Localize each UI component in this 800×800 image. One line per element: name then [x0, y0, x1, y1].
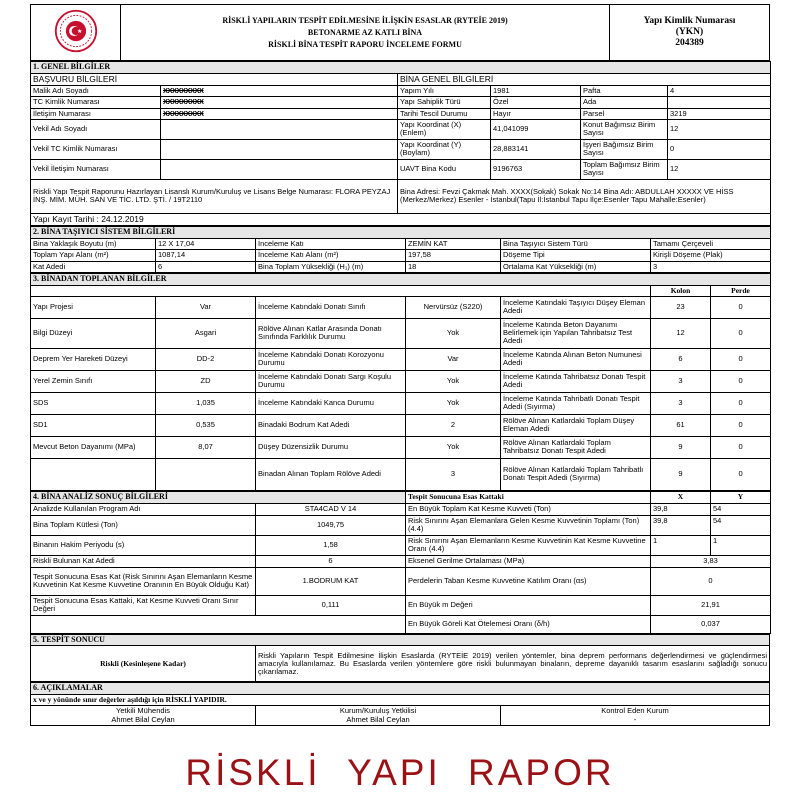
collected-info-row	[31, 436, 771, 458]
section-structure	[30, 226, 771, 273]
uavt-value: 9196763	[491, 159, 581, 179]
ykn-label: Yapı Kimlik Numarası	[643, 16, 736, 27]
ownership-label: Yapı Sahiplik Türü	[398, 97, 491, 108]
ada-value	[668, 97, 771, 108]
element-label: İnceleme Katında Tahribatlı Donatı Tespit Adedi (Sıyırma)	[501, 392, 651, 414]
risky-building-banner	[0, 752, 800, 794]
s2-r3-c3: Bina Toplam Yüksekliği (H₁) (m)	[256, 261, 406, 272]
section-collected-info	[30, 273, 771, 491]
info-label: Yapı Projesi	[31, 296, 156, 318]
analysis-row	[31, 515, 771, 535]
floor-metric-value: 0	[651, 567, 771, 595]
registration-date: Yapı Kayıt Tarihi : 24.12.2019	[31, 213, 771, 225]
floor-metric-label: Eksenel Gerilme Ortalaması (MPa)	[406, 555, 651, 567]
element-label: İnceleme Katındaki Taşıyıcı Düşey Eleman Adedi	[501, 296, 651, 318]
ykn-box	[610, 5, 770, 61]
perde-value: 0	[711, 392, 771, 414]
analysis-y-header: Y	[711, 491, 771, 503]
banner-text: RİSKLİ YAPI RAPOR	[185, 752, 615, 793]
year-label: Yapım Yılı	[398, 86, 491, 97]
floor-value: Yok	[406, 436, 501, 458]
s2-r3-c2: 6	[156, 261, 256, 272]
floor-metric-label: Perdelerin Taban Kesme Kuvvetine Katılım Oranı (αs)	[406, 567, 651, 595]
info-label: SDS	[31, 392, 156, 414]
kolon-value: 6	[651, 348, 711, 370]
floor-label: İnceleme Katındaki Kanca Durumu	[256, 392, 406, 414]
signature-control	[501, 706, 770, 726]
floor-label: İnceleme Katındaki Donatı Korozyonu Durumu	[256, 348, 406, 370]
perde-value: 0	[711, 458, 771, 490]
tc-label: TC Kimlik Numarası	[31, 97, 161, 108]
kolon-value: 9	[651, 436, 711, 458]
floor-value: 2	[406, 414, 501, 436]
collected-info-rows	[31, 296, 771, 490]
analysis-label: Tespit Sonucuna Esas Kattaki, Kat Kesme Kuvveti Oranı Sınır Değeri	[31, 595, 256, 615]
signature-control-role: Kontrol Eden Kurum	[601, 706, 669, 716]
residential-units-label: Konut Bağımsız Birim Sayısı	[581, 119, 668, 139]
kolon-value: 23	[651, 296, 711, 318]
signature-engineer-role: Yetkili Mühendis	[116, 706, 170, 716]
s2-r2-c3: İnceleme Katı Alanı (m²)	[256, 250, 406, 261]
ministry-logo-icon	[53, 8, 99, 54]
ykn-value: 204389	[675, 37, 704, 48]
collected-info-row	[31, 318, 771, 348]
analysis-floor-header: Tespit Sonucuna Esas Kattaki	[406, 491, 651, 503]
parsel-label: Parsel	[581, 108, 668, 119]
info-value: Asgari	[156, 318, 256, 348]
info-label: Bilgi Düzeyi	[31, 318, 156, 348]
analysis-x-header: X	[651, 491, 711, 503]
title-line-3: RİSKLİ BİNA TESPİT RAPORU İNCELEME FORMU	[268, 39, 462, 49]
owner-value: XXXXXXXXX	[161, 86, 398, 97]
floor-value: Nervürsüz (S220)	[406, 296, 501, 318]
info-value: 0,535	[156, 414, 256, 436]
registration-value: Hayır	[491, 108, 581, 119]
title-line-1: RİSKLİ YAPILARIN TESPİT EDİLMESİNE İLİŞKİN ESASLAR (RYTEİE 2019)	[222, 15, 508, 25]
signature-engineer	[31, 706, 256, 726]
form-header	[30, 4, 770, 61]
kolon-value: 12	[651, 318, 711, 348]
section-1-title: 1. GENEL BİLGİLER	[31, 62, 771, 74]
total-units-label: Toplam Bağımsız Birim Sayısı	[581, 159, 668, 179]
floor-metric-label: En Büyük m Değeri	[406, 595, 651, 615]
element-label: İnceleme Katında Beton Dayanımı Belirlemek için Yapılan Tahribatsız Test Adedi	[501, 318, 651, 348]
element-label: Rölöve Alınan Katlardaki Toplam Tahribatsız Donatı Tespit Adedi	[501, 436, 651, 458]
s2-r2-c1: Toplam Yapı Alanı (m²)	[31, 250, 156, 261]
floor-label: Düşey Düzensizlik Durumu	[256, 436, 406, 458]
analysis-label: Binanın Hakim Periyodu (s)	[31, 535, 256, 555]
analysis-value: 6	[256, 555, 406, 567]
total-units-value: 12	[668, 159, 771, 179]
s2-r1-c4: ZEMİN KAT	[406, 239, 501, 250]
analysis-value: STA4CAD V 14	[256, 503, 406, 515]
analysis-row	[31, 595, 771, 615]
floor-label: İnceleme Katındaki Donatı Sınıfı	[256, 296, 406, 318]
perde-value: 0	[711, 296, 771, 318]
s2-r1-c6: Tamamı Çerçeveli	[651, 239, 771, 250]
s2-r2-c5: Döşeme Tipi	[501, 250, 651, 261]
analysis-value: 1.BODRUM KAT	[256, 567, 406, 595]
section-2-title: 2. BİNA TAŞIYICI SİSTEM BİLGİLERİ	[31, 227, 771, 239]
perde-value: 0	[711, 414, 771, 436]
business-units-label: İşyeri Bağımsız Birim Sayısı	[581, 139, 668, 159]
element-label: Rölöve Alınan Katlardaki Toplam Düşey Eleman Adedi	[501, 414, 651, 436]
floor-metric-value: 3,83	[651, 555, 771, 567]
floor-label: İnceleme Katındaki Donatı Sargı Koşulu Durumu	[256, 370, 406, 392]
floor-metric-y: 54	[711, 503, 771, 515]
analysis-value: 1049,75	[256, 515, 406, 535]
kolon-value: 9	[651, 458, 711, 490]
floor-metric-x: 39,8	[651, 515, 711, 535]
proxy-phone-value	[161, 159, 398, 179]
proxy-name-label: Vekil Adı Soyadı	[31, 119, 161, 139]
floor-label: Rölöve Alınan Katlar Arasında Donatı Sınıfında Farklılık Durumu	[256, 318, 406, 348]
analysis-label: Analizde Kullanılan Program Adı	[31, 503, 256, 515]
element-label: Rölöve Alınan Katlardaki Toplam Tahribatlı Donatı Tespit Adedi (Sıyırma)	[501, 458, 651, 490]
ownership-value: Özel	[491, 97, 581, 108]
section-4-title: 4. BİNA ANALİZ SONUÇ BİLGİLERİ	[31, 491, 406, 503]
registration-label: Tarihi Tescil Durumu	[398, 108, 491, 119]
result-status: Riskli (Kesinleşene Kadar)	[31, 646, 256, 682]
floor-label: Binadan Alınan Toplam Rölöve Adedi	[256, 458, 406, 490]
analysis-label: Bina Toplam Kütlesi (Ton)	[31, 515, 256, 535]
column-header-perde: Perde	[711, 285, 771, 296]
section-notes	[30, 682, 770, 726]
floor-metric-label: Risk Sınırını Aşan Elemanlara Gelen Kesme Kuvvetinin Toplamı (Ton) (4.4)	[406, 515, 651, 535]
notes-text: x ve y yönünde sınır değerler aşıldığı için RİSKLİ YAPIDIR.	[31, 695, 770, 706]
ada-label: Ada	[581, 97, 668, 108]
coord-x-label: Yapı Koordinat (X) (Enlem)	[398, 119, 491, 139]
analysis-row	[31, 567, 771, 595]
s2-r3-c5: Ortalama Kat Yüksekliği (m)	[501, 261, 651, 272]
report-form	[30, 4, 770, 734]
info-value: DD-2	[156, 348, 256, 370]
phone-label: İletişim Numarası	[31, 108, 161, 119]
analysis-blank	[31, 615, 406, 633]
floor-metric-label: En Büyük Göreli Kat Ötelemesi Oranı (δ/h)	[406, 615, 651, 633]
collected-info-row	[31, 392, 771, 414]
coord-y-label: Yapı Koordinat (Y) (Boylam)	[398, 139, 491, 159]
analysis-rows	[31, 503, 771, 633]
section-3-title: 3. BİNADAN TOPLANAN BİLGİLER	[31, 273, 771, 285]
pafta-label: Pafta	[581, 86, 668, 97]
residential-units-value: 12	[668, 119, 771, 139]
s2-r1-c1: Bina Yaklaşık Boyutu (m)	[31, 239, 156, 250]
s2-r3-c6: 3	[651, 261, 771, 272]
info-value: 1,035	[156, 392, 256, 414]
collected-info-row	[31, 370, 771, 392]
tc-value: XXXXXXXXX	[161, 97, 398, 108]
info-label: Deprem Yer Hareketi Düzeyi	[31, 348, 156, 370]
perde-value: 0	[711, 370, 771, 392]
signature-control-name: -	[633, 714, 637, 724]
proxy-tc-value	[161, 139, 398, 159]
collected-info-row	[31, 458, 771, 490]
floor-value: Yok	[406, 370, 501, 392]
section-result	[30, 634, 770, 683]
floor-metric-value: 21,91	[651, 595, 771, 615]
signature-engineer-name: Ahmet Bilal Ceylan	[111, 714, 175, 724]
floor-metric-label: Risk Sınırını Aşan Elemanların Kesme Kuvvetinin Kat Kesme Kuvvetine Oranı (4.4)	[406, 535, 651, 555]
floor-metric-y: 1	[711, 535, 771, 555]
phone-value: XXXXXXXXX	[161, 108, 398, 119]
info-value: 8,07	[156, 436, 256, 458]
title-line-2: BETONARME AZ KATLI BİNA	[307, 27, 423, 37]
info-label: Mevcut Beton Dayanımı (MPa)	[31, 436, 156, 458]
pafta-value: 4	[668, 86, 771, 97]
floor-metric-y: 54	[711, 515, 771, 535]
s2-r1-c3: İnceleme Katı	[256, 239, 406, 250]
info-label	[31, 458, 156, 490]
kolon-value: 3	[651, 370, 711, 392]
info-label: SD1	[31, 414, 156, 436]
year-value: 1981	[491, 86, 581, 97]
ministry-logo-cell	[31, 5, 121, 61]
s2-r1-c2: 12 X 17,04	[156, 239, 256, 250]
analysis-row	[31, 503, 771, 515]
collected-info-row	[31, 348, 771, 370]
s2-r3-c1: Kat Adedi	[31, 261, 156, 272]
signature-institution-name: Ahmet Bilal Ceylan	[346, 714, 410, 724]
info-value	[156, 458, 256, 490]
analysis-row	[31, 615, 771, 633]
uavt-label: UAVT Bina Kodu	[398, 159, 491, 179]
proxy-tc-label: Vekil TC Kimlik Numarası	[31, 139, 161, 159]
coord-x-value: 41,041099	[491, 119, 581, 139]
floor-value: Var	[406, 348, 501, 370]
section-general	[30, 61, 771, 226]
s2-r1-c5: Bina Taşıyıcı Sistem Türü	[501, 239, 651, 250]
analysis-row	[31, 555, 771, 567]
kolon-value: 61	[651, 414, 711, 436]
section-5-title: 5. TESPİT SONUCU	[31, 634, 770, 646]
perde-value: 0	[711, 348, 771, 370]
analysis-row	[31, 535, 771, 555]
analysis-value: 1,58	[256, 535, 406, 555]
result-disclaimer: Riskli Yapıların Tespit Edilmesine İlişkin Esaslarda (RYTEİE 2019) verilen yöntemler, bina deprem performans değerlendirmesi ve güçlendirmesi amacıyla kullanılamaz. Bu Esaslarda verilen yöntemlere göre riskli bulunmayan binaların, depreme dayanıklı tasarım esaslarını sağladığı sonucu çıkarılamaz.	[256, 646, 770, 682]
building-info-heading: BİNA GENEL BİLGİLERİ	[398, 73, 771, 85]
floor-metric-value: 0,037	[651, 615, 771, 633]
signature-institution	[256, 706, 501, 726]
floor-metric-x: 39,8	[651, 503, 711, 515]
floor-value: 3	[406, 458, 501, 490]
proxy-name-value	[161, 119, 398, 139]
owner-label: Malik Adı Soyadı	[31, 86, 161, 97]
info-value: ZD	[156, 370, 256, 392]
licensed-firm: Riskli Yapı Tespit Raporunu Hazırlayan Lisanslı Kurum/Kuruluş ve Lisans Belge Numarası: FLORA PEYZAJ İNŞ. MİM. MÜH. SAN VE TİC. LTD. ŞTİ. / 19T2110	[31, 179, 398, 213]
column-header-kolon: Kolon	[651, 285, 711, 296]
element-label: İnceleme Katında Alınan Beton Numunesi Adedi	[501, 348, 651, 370]
floor-label: Binadaki Bodrum Kat Adedi	[256, 414, 406, 436]
floor-metric-label: En Büyük Toplam Kat Kesme Kuvveti (Ton)	[406, 503, 651, 515]
perde-value: 0	[711, 436, 771, 458]
perde-value: 0	[711, 318, 771, 348]
floor-value: Yok	[406, 318, 501, 348]
proxy-phone-label: Vekil İletişim Numarası	[31, 159, 161, 179]
s2-r2-c6: Kirişli Döşeme (Plak)	[651, 250, 771, 261]
floor-value: Yok	[406, 392, 501, 414]
analysis-label: Riskli Bulunan Kat Adedi	[31, 555, 256, 567]
s2-r3-c4: 18	[406, 261, 501, 272]
building-address: Bina Adresi: Fevzi Çakmak Mah. XXXX(Sokak) Sokak No:14 Bina Adı: ABDULLAH XXXXX VE HİSS (Merkez/Merkez) Esenler - İstanbul(Tapu İl:İstanbul Tapu İlçe:Esenler Tapu Mahalle:Esenler)	[398, 179, 771, 213]
info-label: Yerel Zemin Sınıfı	[31, 370, 156, 392]
coord-y-value: 28,883141	[491, 139, 581, 159]
analysis-value: 0,111	[256, 595, 406, 615]
kolon-value: 3	[651, 392, 711, 414]
analysis-label: Tespit Sonucuna Esas Kat (Risk Sınırını Aşan Elemanların Kesme Kuvvetinin Kat Kesme Kuvvetine Oranının En Büyük Olduğu Kat)	[31, 567, 256, 595]
section-analysis	[30, 491, 771, 634]
application-info-heading: BAŞVURU BİLGİLERİ	[31, 73, 398, 85]
info-value: Var	[156, 296, 256, 318]
s2-r2-c2: 1087,14	[156, 250, 256, 261]
section-6-title: 6. AÇIKLAMALAR	[31, 683, 770, 695]
signature-institution-role: Kurum/Kuruluş Yetkilisi	[339, 706, 417, 716]
ykn-abbr: (YKN)	[675, 27, 704, 38]
s2-r2-c4: 197,58	[406, 250, 501, 261]
element-label: İnceleme Katında Tahribatsız Donatı Tespit Adedi	[501, 370, 651, 392]
collected-info-row	[31, 414, 771, 436]
collected-info-row	[31, 296, 771, 318]
parsel-value: 3219	[668, 108, 771, 119]
form-title	[121, 5, 610, 61]
business-units-value: 0	[668, 139, 771, 159]
floor-metric-x: 1	[651, 535, 711, 555]
